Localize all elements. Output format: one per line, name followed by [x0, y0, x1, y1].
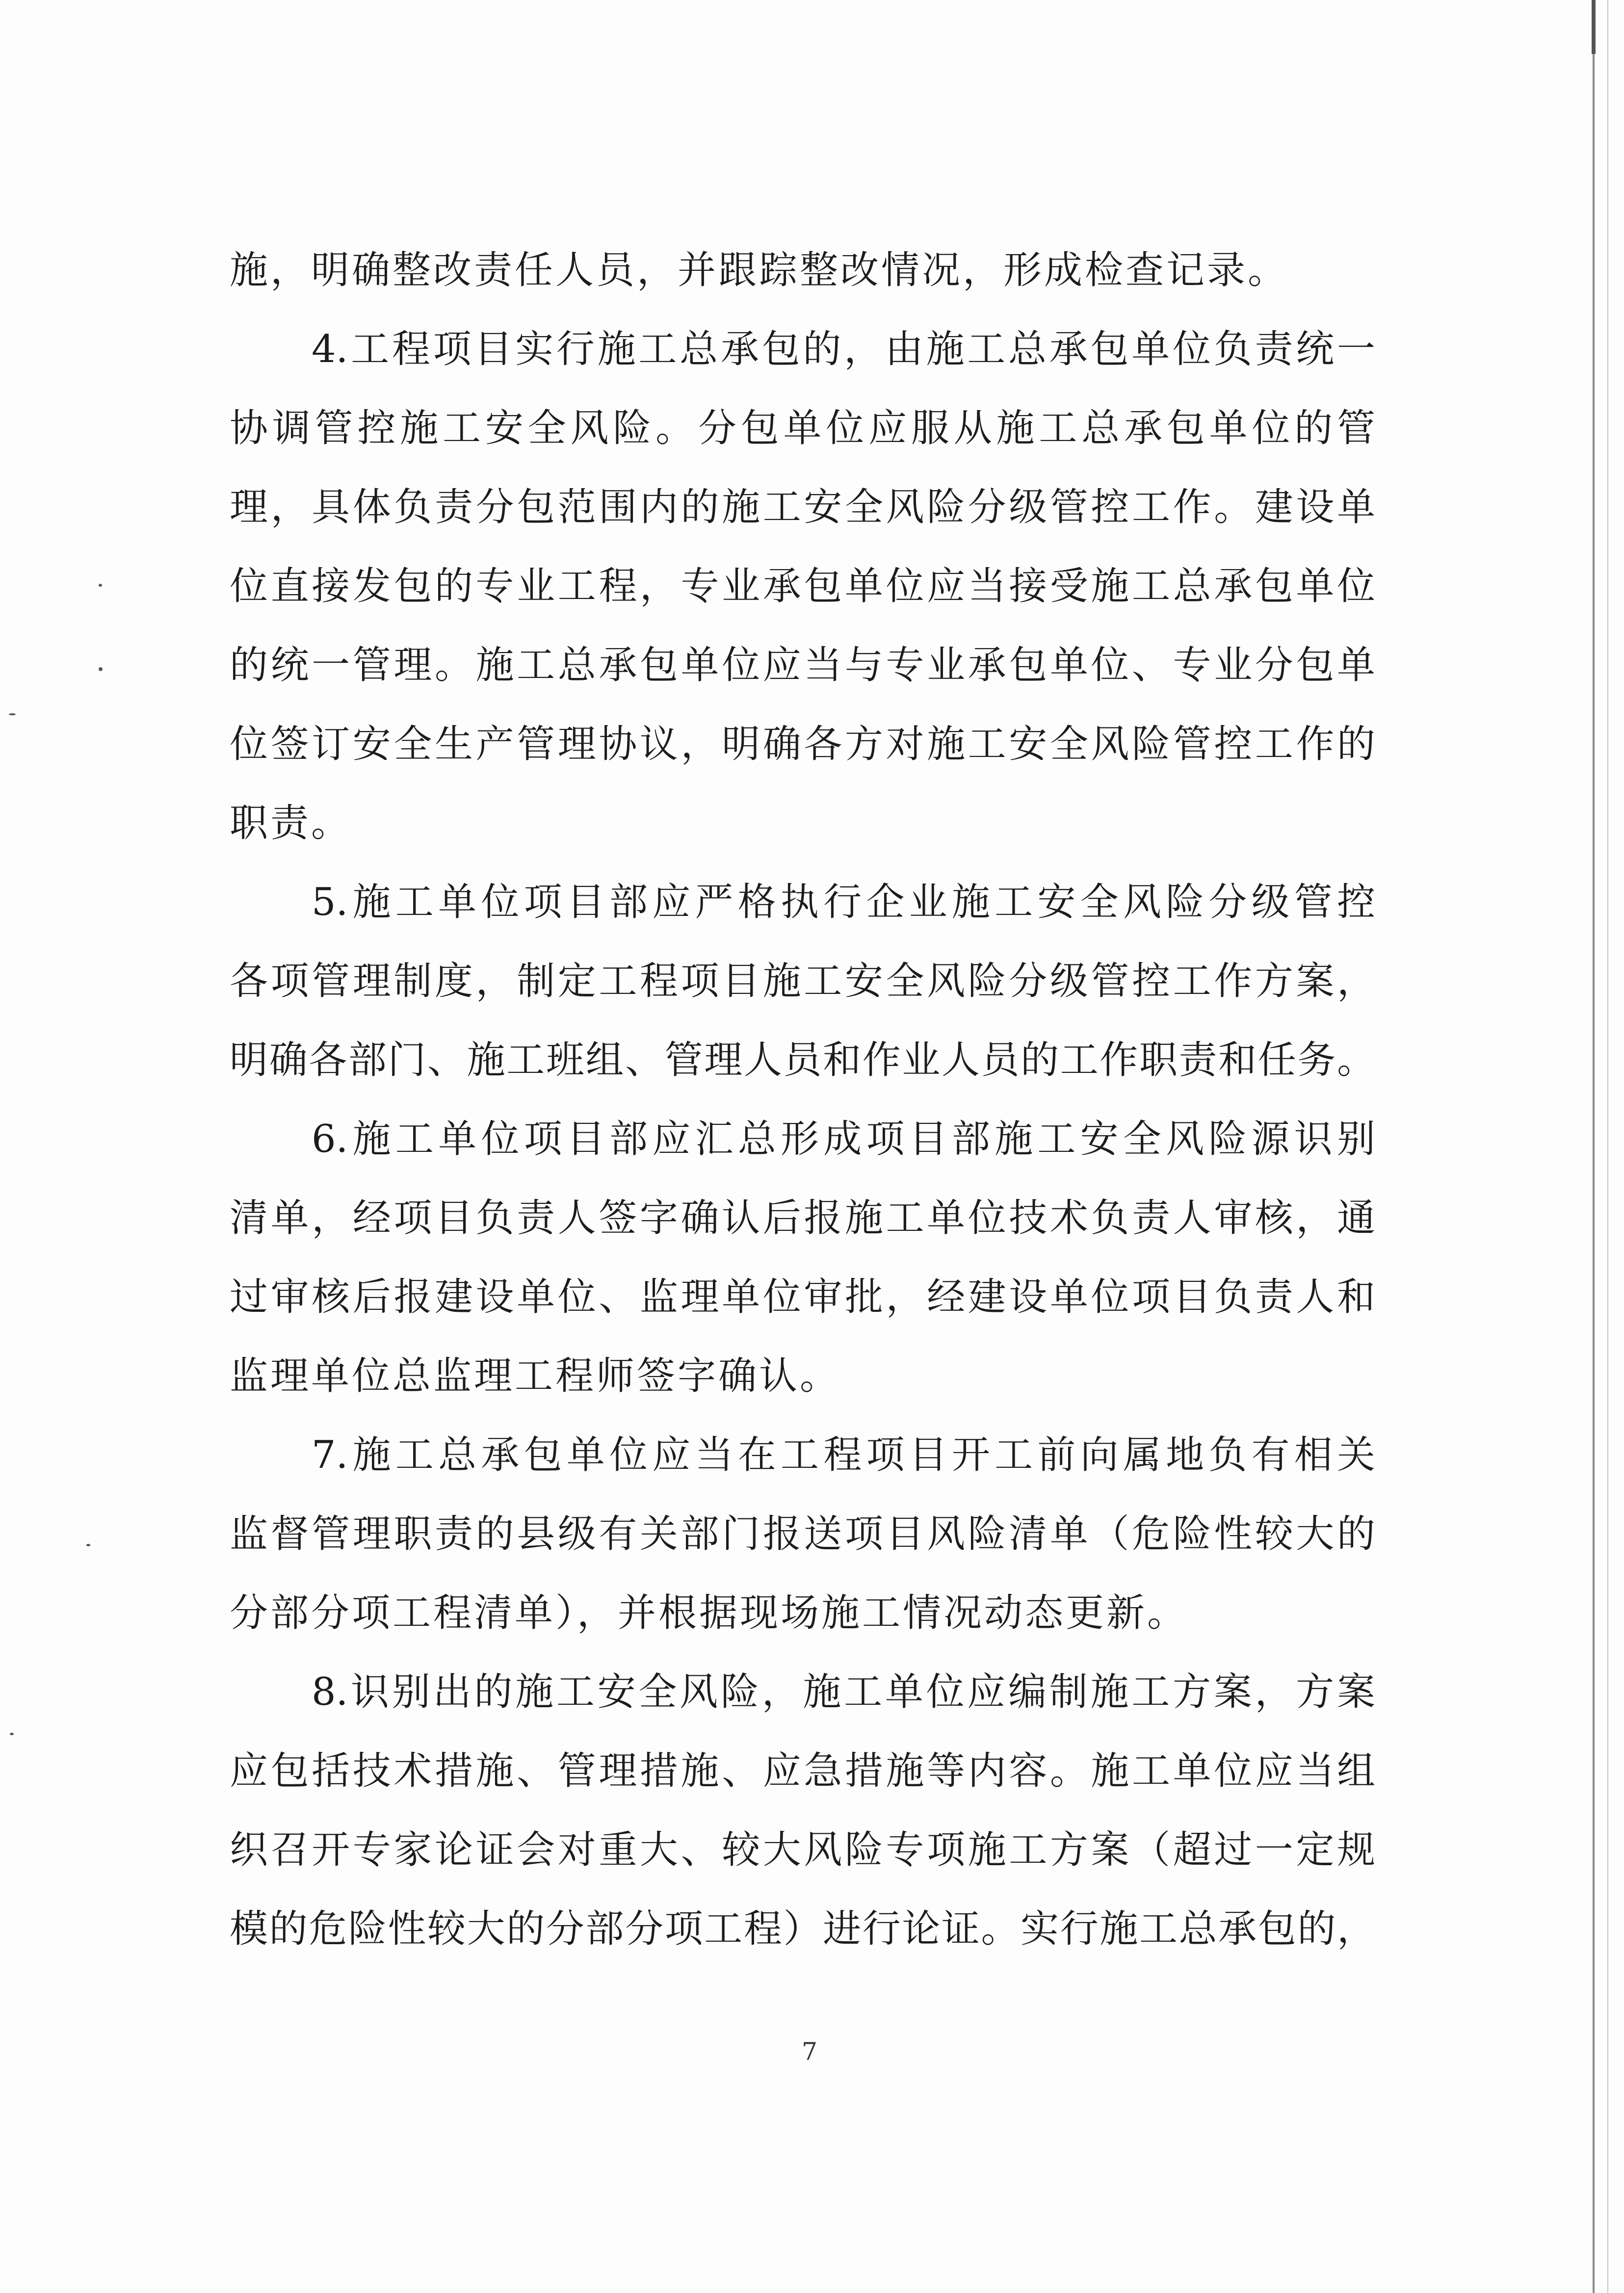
paragraph-line: 清单，经项目负责人签字确认后报施工单位技术负责人审核，通 — [230, 1196, 1375, 1240]
paragraph-line: 位直接发包的专业工程，专业承包单位应当接受施工总承包单位 — [230, 564, 1375, 608]
paragraph-line: 监督管理职责的县级有关部门报送项目风险清单（危险性较大的 — [230, 1512, 1375, 1556]
paragraph-first-line: 5.施工单位项目部应严格执行企业施工安全风险分级管控 — [312, 880, 1375, 924]
scan-speck — [9, 713, 16, 715]
paragraph-line: 监理单位总监理工程师签字确认。 — [230, 1354, 841, 1398]
paragraph-line: 过审核后报建设单位、监理单位审批，经建设单位项目负责人和 — [230, 1275, 1375, 1319]
paragraph-line: 施，明确整改责任人员，并跟踪整改情况，形成检查记录。 — [230, 248, 1289, 292]
paragraph-line: 的统一管理。施工总承包单位应当与专业承包单位、专业分包单 — [230, 643, 1375, 687]
scan-edge-mark — [1592, 0, 1596, 54]
paragraph-line: 分部分项工程清单），并根据现场施工情况动态更新。 — [230, 1591, 1188, 1635]
paragraph-line: 明确各部门、施工班组、管理人员和作业人员的工作职责和任务。 — [230, 1038, 1375, 1082]
paragraph-line: 织召开专家论证会对重大、较大风险专项施工方案（超过一定规 — [230, 1828, 1375, 1872]
paragraph-first-line: 7.施工总承包单位应当在工程项目开工前向属地负有相关 — [312, 1433, 1375, 1477]
scan-speck — [99, 667, 103, 671]
scan-edge-line — [1593, 0, 1595, 2293]
paragraph-line: 协调管控施工安全风险。分包单位应服从施工总承包单位的管 — [230, 406, 1375, 450]
body-text — [230, 231, 1375, 1969]
paragraph-line: 应包括技术措施、管理措施、应急措施等内容。施工单位应当组 — [230, 1749, 1375, 1793]
paragraph-first-line: 8.识别出的施工安全风险，施工单位应编制施工方案，方案 — [312, 1670, 1375, 1714]
paragraph-line: 职责。 — [230, 801, 352, 845]
scan-speck — [86, 1544, 90, 1546]
page-number: 7 — [802, 2037, 817, 2066]
paragraph-first-line: 4.工程项目实行施工总承包的，由施工总承包单位负责统一 — [312, 327, 1375, 371]
scan-edge-line-faint — [1607, 0, 1608, 2293]
paragraph-first-line: 6.施工单位项目部应汇总形成项目部施工安全风险源识别 — [312, 1117, 1375, 1161]
paragraph-line: 理，具体负责分包范围内的施工安全风险分级管控工作。建设单 — [230, 485, 1375, 529]
scan-speck — [10, 1733, 14, 1735]
paragraph-line: 位签订安全生产管理协议，明确各方对施工安全风险管控工作的 — [230, 722, 1375, 766]
paragraph-line: 各项管理制度，制定工程项目施工安全风险分级管控工作方案， — [230, 959, 1375, 1003]
scan-speck — [99, 584, 102, 587]
paragraph-line: 模的危险性较大的分部分项工程）进行论证。实行施工总承包的， — [230, 1907, 1375, 1951]
